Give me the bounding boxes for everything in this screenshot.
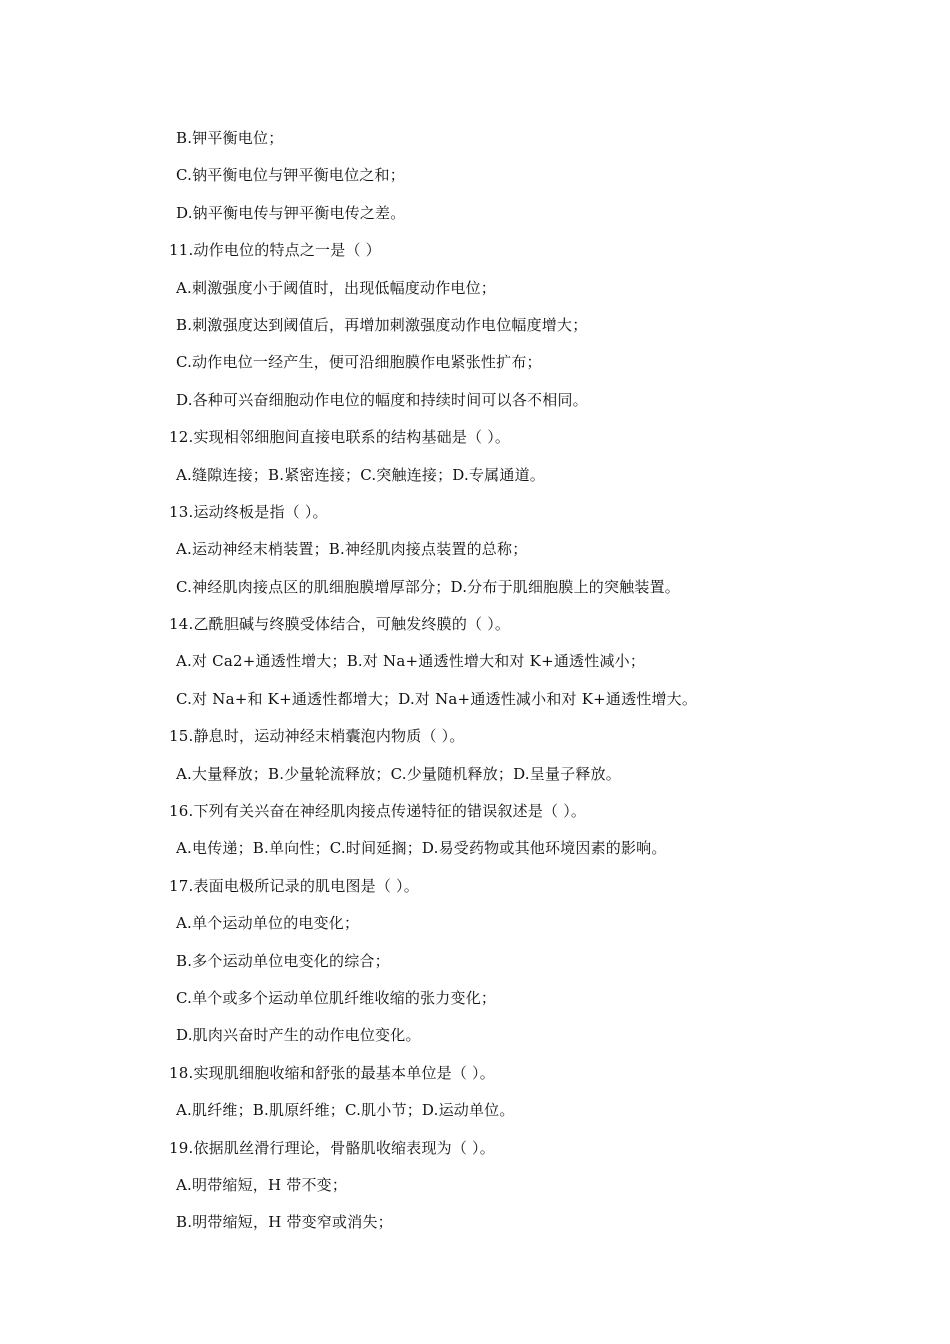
option-text: A.单个运动单位的电变化； — [176, 914, 360, 933]
question-text: 15.静息时，运动神经末梢囊泡内物质（ ）。 — [169, 727, 465, 746]
option-text: C.神经肌肉接点区的肌细胞膜增厚部分；D.分布于肌细胞膜上的突触装置。 — [176, 577, 680, 596]
option-text: A.对 Ca2+通透性增大；B.对 Na+通透性增大和对 K+通透性减小； — [176, 652, 646, 671]
option-text: B.多个运动单位电变化的综合； — [176, 951, 390, 970]
question-text: 13.运动终板是指（ ）。 — [169, 502, 328, 521]
option-text: A.大量释放；B.少量轮流释放；C.少量随机释放；D.呈量子释放。 — [176, 764, 621, 783]
option-text: A.缝隙连接；B.紧密连接；C.突触连接；D.专属通道。 — [176, 465, 545, 484]
question-list — [0, 120, 950, 1242]
question-text: 16.下列有关兴奋在神经肌肉接点传递特征的错误叙述是（ ）。 — [169, 802, 587, 821]
option-text: A.电传递；B.单向性；C.时间延搁；D.易受药物或其他环境因素的影响。 — [176, 839, 667, 858]
option-text: B.明带缩短，H 带变窄或消失； — [176, 1213, 393, 1232]
question-text: 17.表面电极所记录的肌电图是（ ）。 — [169, 876, 419, 895]
question-text: 19.依据肌丝滑行理论，骨骼肌收缩表现为（ ）。 — [169, 1138, 495, 1157]
question-text: 18.实现肌细胞收缩和舒张的最基本单位是（ ）。 — [169, 1063, 495, 1082]
option-text: B.刺激强度达到阈值后，再增加刺激强度动作电位幅度增大； — [176, 315, 588, 334]
question-text: 11.动作电位的特点之一是（ ） — [169, 241, 381, 260]
option-text: D.钠平衡电传与钾平衡电传之差。 — [176, 203, 406, 222]
question-text: 14.乙酰胆碱与终膜受体结合，可触发终膜的（ ）。 — [169, 615, 511, 634]
option-text: C.对 Na+和 K+通透性都增大；D.对 Na+通透性减小和对 K+通透性增大。 — [176, 689, 698, 708]
option-text: D.各种可兴奋细胞动作电位的幅度和持续时间可以各不相同。 — [176, 390, 588, 409]
option-text: A.肌纤维；B.肌原纤维；C.肌小节；D.运动单位。 — [176, 1101, 515, 1120]
option-text: A.明带缩短，H 带不变； — [176, 1175, 348, 1194]
option-text: D.肌肉兴奋时产生的动作电位变化。 — [176, 1026, 421, 1045]
option-text: C.动作电位一经产生，便可沿细胞膜作电紧张性扩布； — [176, 353, 542, 372]
question-text: 12.实现相邻细胞间直接电联系的结构基础是（ ）。 — [169, 428, 511, 447]
option-text: A.运动神经末梢装置；B.神经肌肉接点装置的总称； — [176, 540, 528, 559]
option-text: A.刺激强度小于阈值时，出现低幅度动作电位； — [176, 278, 497, 297]
option-text: B.钾平衡电位； — [176, 129, 284, 147]
option-text: C.单个或多个运动单位肌纤维收缩的张力变化； — [176, 988, 497, 1007]
option-text: C.钠平衡电位与钾平衡电位之和； — [176, 166, 405, 185]
